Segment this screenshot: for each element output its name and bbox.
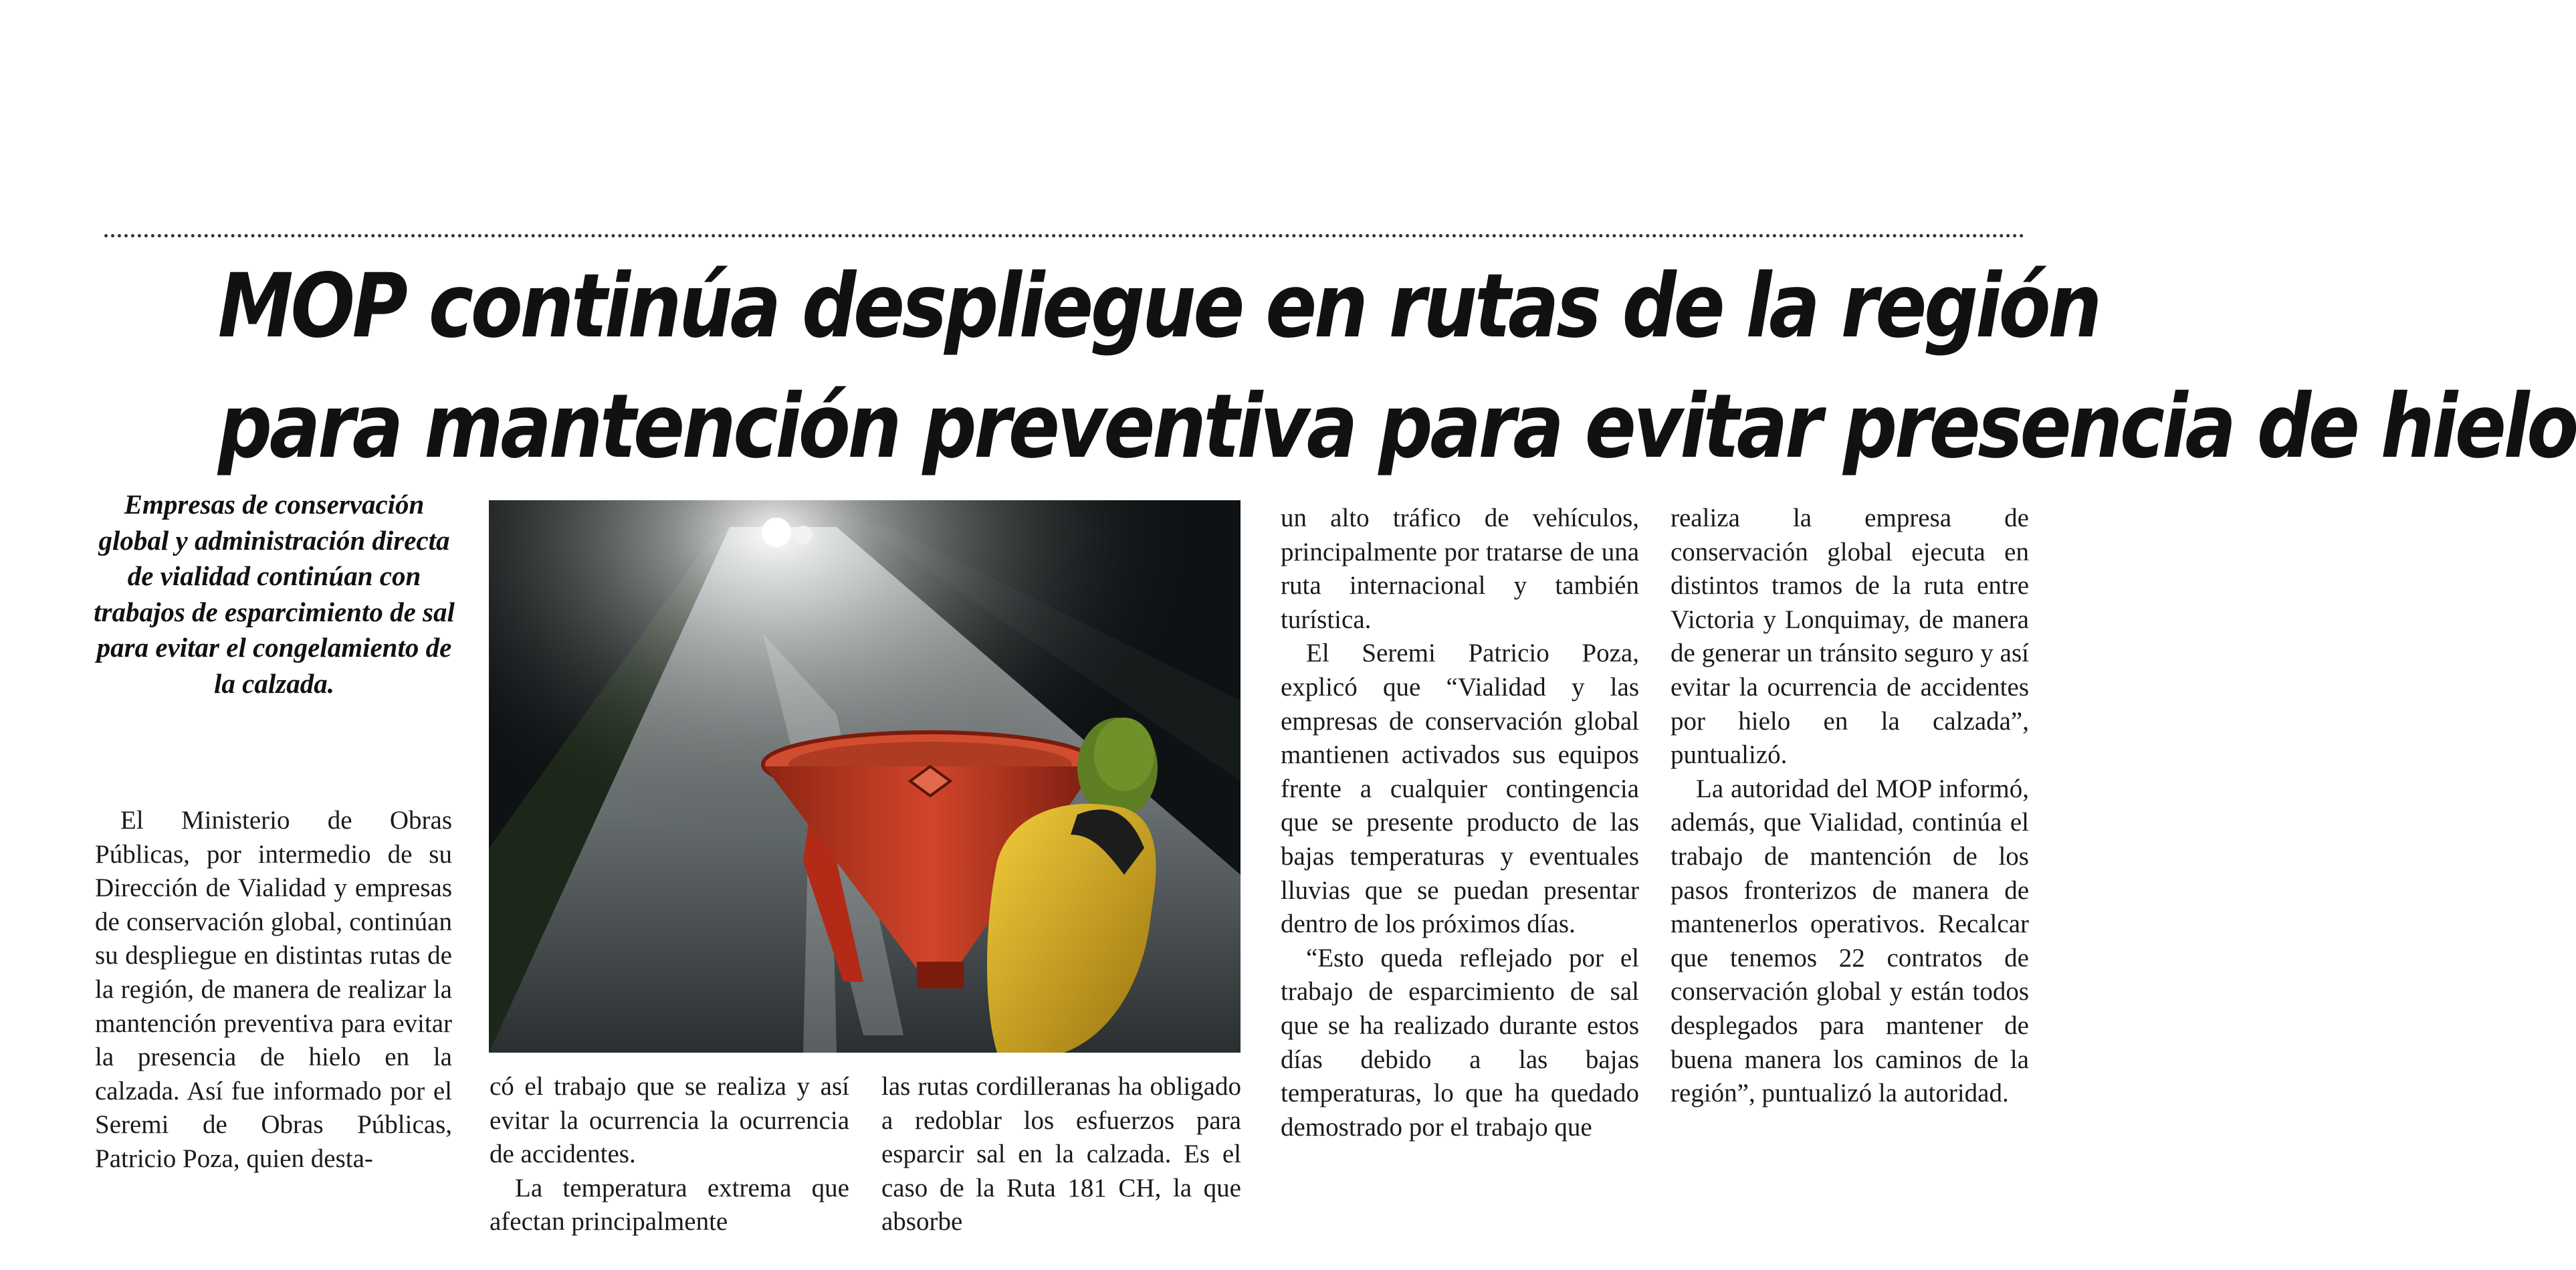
article-column-4 xyxy=(1281,502,1639,1144)
article-column-3 xyxy=(881,1070,1241,1239)
paragraph: La temperatura extrema que afectan principalmente xyxy=(490,1173,849,1237)
headline-line-2: para mantención preventiva para evitar presencia de hielo xyxy=(217,375,2576,478)
dotted-separator xyxy=(104,234,2025,237)
paragraph: un alto tráfico de vehículos, principalmente por tratarse de una ruta internacional y también turística. xyxy=(1281,504,1639,634)
road-salt-spreader-photo-icon xyxy=(489,500,1241,1053)
paragraph: “Esto queda reflejado por el trabajo de esparcimiento de sal que se ha realizado durante estos días debido a las bajas temperaturas, lo que ha quedado demostrado por el trabajo que xyxy=(1281,943,1639,1142)
headline-line-1: MOP continúa despliegue en rutas de la región xyxy=(217,255,2099,358)
paragraph: El Ministerio de Obras Públicas, por intermedio de su Dirección de Vialidad y empresas de conservación global, continúan su despliegue en distintas rutas de la región, de manera de realizar la mantención preventiva para evitar la presencia de hielo en la calzada. Así fue informado por el Seremi de Obras Públicas, Patricio Poza, quien desta- xyxy=(95,806,452,1173)
article-column-1 xyxy=(95,804,452,1176)
paragraph: realiza la empresa de conservación global ejecuta en distintos tramos de la ruta entre Victoria y Lonquimay, de manera de generar un tránsito seguro y así evitar la ocurrencia de accidentes por hielo en la calzada”, puntualizó. xyxy=(1671,504,2029,770)
article-column-2 xyxy=(490,1070,849,1239)
paragraph: las rutas cordilleranas ha obligado a redoblar los esfuerzos para esparcir sal en la calzada. Es el caso de la Ruta 181 CH, la que absorbe xyxy=(881,1072,1241,1237)
article-column-5 xyxy=(1671,502,2029,1111)
deck-summary: Empresas de conservación global y administración directa de vialidad continúan con trabajos de esparcimiento de sal para evitar el congelamiento de la calzada. xyxy=(94,489,455,699)
paragraph: có el trabajo que se realiza y así evitar la ocurrencia la ocurrencia de accidentes. xyxy=(490,1072,849,1169)
article-photo xyxy=(489,500,1241,1053)
paragraph: La autoridad del MOP informó, además, que Vialidad, continúa el trabajo de mantención de los pasos fronterizos de manera de mantenerlos operativos. Recalcar que tenemos 22 contratos de conservación global y están todos desplegados para mantener de buena manera los caminos de la región”, puntualizó la autoridad. xyxy=(1671,774,2029,1108)
paragraph: El Seremi Patricio Poza, explicó que “Vialidad y las empresas de conservación global mantienen activados sus equipos frente a cualquier contingencia que se presente producto de las bajas temperaturas y eventuales lluvias que se puedan presentar dentro de los próximos días. xyxy=(1281,639,1639,939)
headline xyxy=(217,246,2576,487)
